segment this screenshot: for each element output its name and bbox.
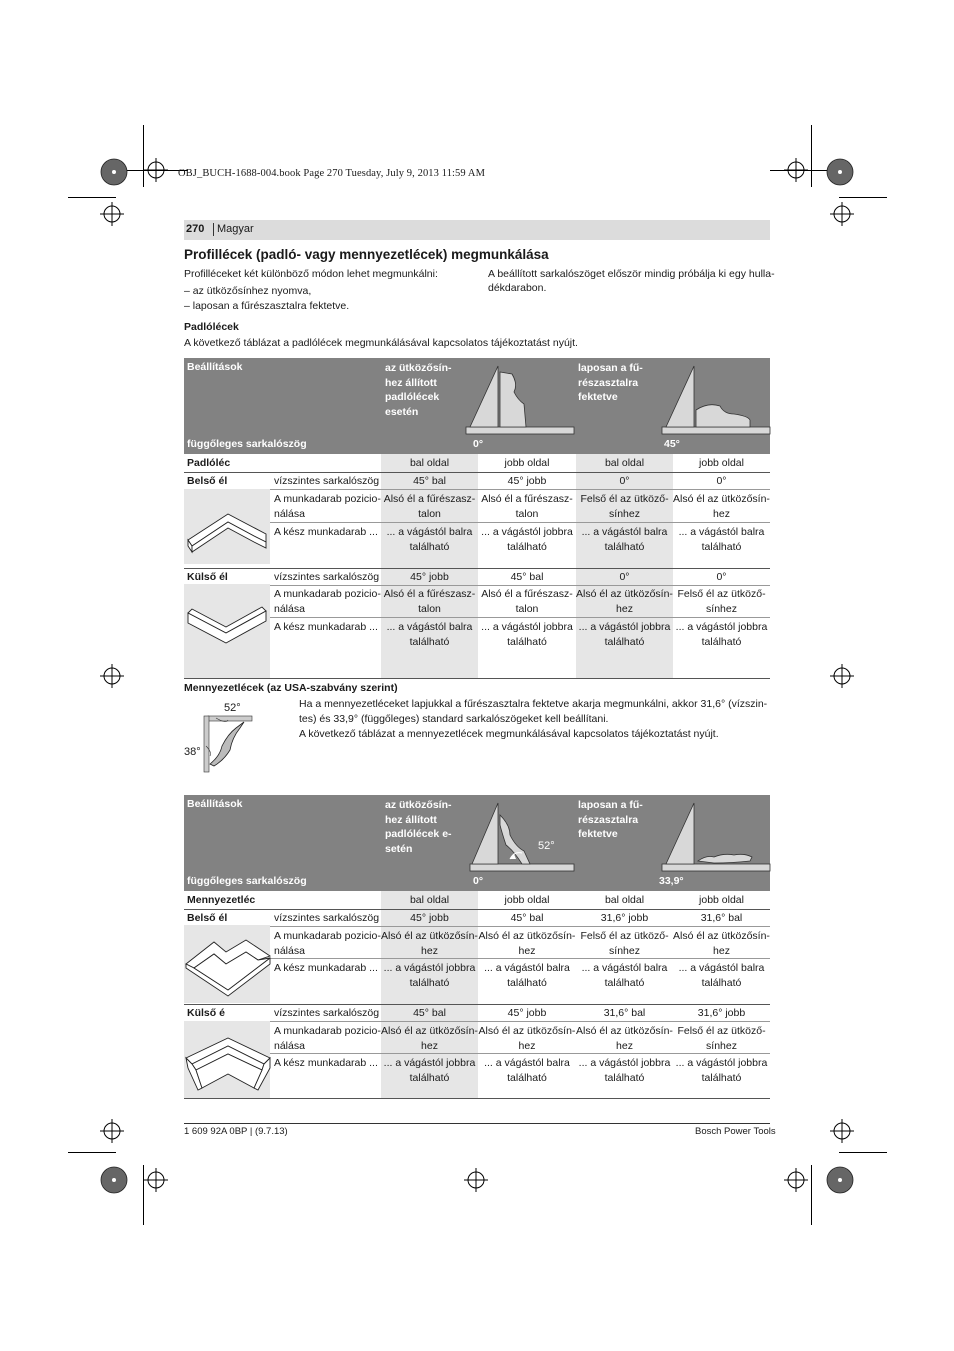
table-cell: ... a vágástól jobbra található (481, 526, 573, 553)
padlo-table-header (184, 358, 770, 454)
table-cell: ... a vágástól jobbra található (481, 621, 573, 648)
table-cell: Alsó él a fűrészasz- talon (481, 588, 573, 615)
crown-molding-angle-diagram (180, 698, 260, 778)
padlo-desc: A következő táblázat a padlólécek megmunkálásával kapcsolatos tájékoztatást nyújt. (184, 337, 578, 349)
outer-edge-label: Külső él (187, 571, 228, 583)
baseboard-fence-diagram (466, 362, 576, 442)
settings-label: Beállítások (187, 798, 243, 810)
positioning-label: A munkadarab pozicio- nálása (274, 1025, 381, 1052)
table-cell: 45° jobb (507, 475, 547, 487)
padlo-heading: Padlólécek (184, 321, 239, 333)
table-cell: Alsó él az ütközősín- hez (576, 588, 673, 615)
profile-label: Padlóléc (187, 457, 231, 469)
horizontal-angle-label: vízszintes sarkalószög (274, 571, 380, 583)
table-cell: ... a vágástól jobbra található (383, 1057, 476, 1084)
settings-label: Beállítások (187, 361, 243, 373)
table-cell: ... a vágástól balra található (386, 526, 473, 553)
page-header-bar (184, 220, 770, 240)
crown-inner-corner-diagram (184, 934, 270, 1004)
table-cell: 45° bal (413, 475, 446, 487)
table-cell: 0° (619, 475, 630, 487)
side-label: bal oldal (409, 894, 450, 906)
table-cell: ... a vágástól balra található (678, 962, 765, 989)
angle-top-label: 52° (224, 702, 241, 714)
table-cell: Alsó él az ütközősín- hez (381, 1025, 478, 1052)
table-cell: Alsó él az ütközősín- hez (381, 930, 478, 957)
menny-paragraph-2: tes) és 33,9° (függőleges) standard sarkalószögeket kell beállítani. (299, 713, 609, 725)
side-label: jobb oldal (504, 457, 550, 469)
table-cell: 0° (716, 475, 727, 487)
finished-piece-label: A kész munkadarab ... (274, 526, 378, 538)
table-cell: 45° bal (510, 912, 544, 924)
table-cell: ... a vágástól jobbra található (578, 1057, 671, 1084)
table-cell: 45° bal (413, 1007, 446, 1019)
table-cell: Alsó él az ütközősín- hez (673, 930, 770, 957)
table-cell: Alsó él az ütközősín- hez (478, 930, 576, 957)
angle-45: 45° (664, 438, 680, 450)
angle-0: 0° (473, 875, 484, 887)
positioning-label: A munkadarab pozicio- nálása (274, 493, 381, 520)
side-label: bal oldal (409, 457, 450, 469)
crown-fence-diagram (466, 799, 576, 879)
header-separator (213, 223, 214, 236)
table-cell: Alsó él a fűrészasz- talon (383, 588, 476, 615)
table-cell: Alsó él a fűrészasz- talon (383, 493, 476, 520)
table-cell: Alsó él az ütközősín- hez (576, 1025, 673, 1052)
table-cell: Alsó él az ütközősín- hez (478, 1025, 576, 1052)
diagram-angle-label: 52° (538, 840, 555, 852)
table-cell: 31,6° jobb (697, 1007, 746, 1019)
table-cell: 45° jobb (507, 1007, 547, 1019)
side-label: jobb oldal (699, 457, 744, 469)
table-cell: Felső él az ütköző- sínhez (580, 493, 669, 520)
intro-right-1: A beállított sarkalószöget először mindig próbálja ki egy hulla- (488, 268, 775, 280)
table-cell: 31,6° jobb (600, 912, 649, 924)
table-cell: Felső él az ütköző- sínhez (580, 930, 669, 957)
angle-0: 0° (473, 438, 484, 450)
finished-piece-label: A kész munkadarab ... (274, 621, 378, 633)
table-cell: ... a vágástól balra található (484, 1057, 570, 1084)
finished-piece-label: A kész munkadarab ... (274, 962, 378, 974)
section-title: Profillécek (padló- vagy mennyezetlécek) megmunkálása (184, 247, 549, 262)
menny-table-header (184, 795, 770, 891)
side-label: bal oldal (604, 894, 645, 906)
table-cell: 31,6° bal (700, 912, 743, 924)
vertical-angle-label: függőleges sarkalószög (187, 875, 307, 887)
inner-edge-label: Belső él (187, 475, 228, 487)
inner-edge-label: Belső él (187, 912, 228, 924)
menny-heading: Mennyezetlécek (az USA-szabvány szerint) (184, 682, 398, 694)
table-cell: Alsó él a fűrészasz- talon (481, 493, 573, 520)
angle-33-9: 33,9° (659, 875, 684, 887)
finished-piece-label: A kész munkadarab ... (274, 1057, 378, 1069)
header-language: Magyar (217, 223, 254, 235)
crown-flat-diagram (662, 799, 772, 879)
positioning-label: A munkadarab pozicio- nálása (274, 930, 381, 957)
footer-brand: Bosch Power Tools (695, 1126, 776, 1137)
menny-paragraph-3: A következő táblázat a mennyezetlécek megmunkálásával kapcsolatos tájékoztatást nyújt. (299, 728, 719, 740)
table-cell: 45° jobb (410, 912, 449, 924)
table-cell: ... a vágástól balra található (581, 962, 668, 989)
horizontal-angle-label: vízszintes sarkalószög (274, 1007, 380, 1019)
table-cell: ... a vágástól jobbra található (675, 1057, 768, 1084)
menny-paragraph-1: Ha a mennyezetléceket lapjukkal a fűrészasztalra fektetve akarja megmunkálni, akkor 31,6° (vízszin- (299, 698, 768, 710)
col-flat-label: laposan a fű- részasztalra fektetve (578, 362, 643, 403)
table-cell: ... a vágástól jobbra található (383, 962, 476, 989)
outer-edge-label: Külső é (187, 1007, 225, 1019)
table-cell: ... a vágástól balra található (678, 526, 765, 553)
table-cell: ... a vágástól jobbra található (675, 621, 768, 648)
side-label: bal oldal (604, 457, 645, 469)
table-cell: ... a vágástól jobbra található (578, 621, 671, 648)
horizontal-angle-label: vízszintes sarkalószög (274, 912, 380, 924)
profile-label: Mennyezetléc (187, 894, 256, 906)
side-label: jobb oldal (699, 894, 744, 906)
table-cell: 45° bal (510, 571, 544, 583)
horizontal-angle-label: vízszintes sarkalószög (274, 475, 380, 487)
crown-outer-corner-diagram (184, 1028, 270, 1098)
angle-left-label: 38° (184, 746, 201, 758)
table-cell: 0° (619, 571, 630, 583)
side-label: jobb oldal (504, 894, 550, 906)
table-cell: 0° (716, 571, 727, 583)
table-cell: Alsó él az ütközősín- hez (673, 493, 770, 520)
intro-right-2: dékdarabon. (488, 282, 547, 294)
outer-corner-diagram (184, 595, 270, 655)
table-cell: 31,6° bal (603, 1007, 646, 1019)
intro-line: Profilléceket két különböző módon lehet megmunkálni: (184, 268, 438, 280)
col-fence-label: az ütközősín- hez állított padlólécek esetén (385, 362, 452, 418)
intro-item-2: – laposan a fűrészasztalra fektetve. (184, 300, 350, 312)
positioning-label: A munkadarab pozicio- nálása (274, 588, 381, 615)
table-cell: 45° jobb (410, 571, 449, 583)
col-flat-label: laposan a fű- részasztalra fektetve (578, 799, 643, 840)
footer-code: 1 609 92A 0BP | (9.7.13) (184, 1126, 288, 1137)
table-cell: ... a vágástól balra található (484, 962, 570, 989)
vertical-angle-label: függőleges sarkalószög (187, 438, 307, 450)
table-cell: ... a vágástól balra található (386, 621, 473, 648)
intro-item-1: – az ütközősínhez nyomva, (184, 285, 312, 297)
table-cell: ... a vágástól balra található (581, 526, 668, 553)
baseboard-flat-diagram (662, 362, 772, 442)
page-number: 270 (186, 223, 205, 235)
table-cell: Felső él az ütköző- sínhez (677, 1025, 766, 1052)
book-info-line: OBJ_BUCH-1688-004.book Page 270 Tuesday, July 9, 2013 11:59 AM (178, 168, 486, 179)
inner-corner-diagram (184, 500, 270, 560)
col-fence-label: az ütközősín- hez állított padlólécek e- setén (385, 799, 452, 855)
table-cell: Felső él az ütköző- sínhez (677, 588, 766, 615)
